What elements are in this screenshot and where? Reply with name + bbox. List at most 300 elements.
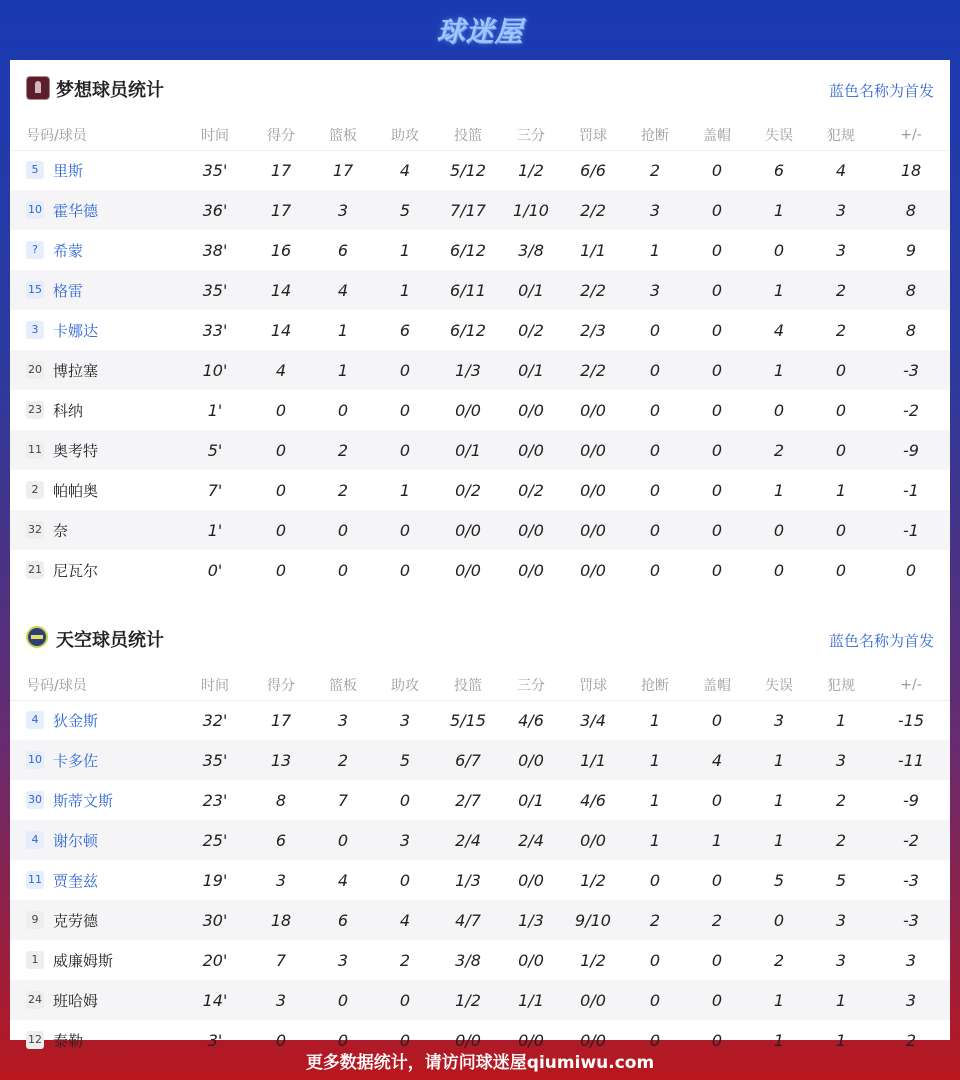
stat-cell: 20'	[202, 950, 228, 970]
stat-cell: 0	[399, 990, 411, 1010]
stat-cell: 1	[773, 750, 785, 770]
stat-cell: 38'	[202, 240, 228, 260]
stat-cell: 0/2	[455, 480, 481, 500]
stat-cell: 8	[905, 320, 917, 340]
stat-cell: 17	[270, 710, 292, 730]
table-header-row	[10, 120, 950, 150]
stat-cell: 3	[399, 830, 411, 850]
table-row	[10, 780, 950, 820]
stat-cell: 4	[835, 160, 847, 180]
stat-cell: -3	[903, 870, 919, 890]
stat-cell: 5	[399, 200, 411, 220]
stat-cell: 17	[332, 160, 354, 180]
player-name[interactable]: 贾奎兹	[53, 871, 99, 890]
stat-cell: 0	[711, 710, 723, 730]
stat-cell: 0	[399, 1030, 411, 1050]
jersey-number-badge: 21	[26, 561, 44, 579]
stat-cell: 1	[649, 710, 661, 730]
stat-cell: 0	[711, 320, 723, 340]
table-row	[10, 310, 950, 350]
stat-cell: 1	[337, 320, 349, 340]
stat-cell: 2	[905, 1030, 917, 1050]
stat-cell: 0	[711, 950, 723, 970]
player-cell	[10, 350, 180, 390]
jersey-number-badge: 2	[26, 481, 44, 499]
stat-cell: 0	[649, 560, 661, 580]
player-stats-table	[10, 120, 950, 590]
stat-cell: 6/11	[450, 280, 486, 300]
table-row	[10, 350, 950, 390]
stat-cell: 0	[711, 990, 723, 1010]
stat-cell: 1/2	[580, 870, 606, 890]
stat-cell: 25'	[202, 830, 228, 850]
stat-cell: 0	[773, 560, 785, 580]
stat-cell: 1	[399, 480, 411, 500]
stat-cell: 1/1	[580, 750, 606, 770]
stat-cell: 0/0	[518, 400, 544, 420]
column-header: 犯规	[810, 670, 872, 700]
column-header: 盖帽	[686, 120, 748, 150]
stat-cell: 0/1	[518, 280, 544, 300]
section-gap	[10, 590, 950, 610]
table-row	[10, 190, 950, 230]
stat-cell: 0	[711, 240, 723, 260]
column-header: 助攻	[374, 120, 436, 150]
stat-cell: 1/1	[580, 240, 606, 260]
jersey-number-badge: 32	[26, 521, 44, 539]
stat-cell: 8	[905, 280, 917, 300]
stat-cell: -11	[897, 750, 925, 770]
stat-cell: 0	[711, 520, 723, 540]
stat-cell: 2	[337, 440, 349, 460]
stat-cell: 0	[773, 910, 785, 930]
stat-cell: 2	[835, 790, 847, 810]
player-name[interactable]: 奈	[53, 521, 69, 540]
stat-cell: 2	[337, 750, 349, 770]
stat-cell: 1	[773, 790, 785, 810]
stat-cell: 0	[649, 320, 661, 340]
stat-cell: 0	[711, 790, 723, 810]
column-header: 抢断	[624, 670, 686, 700]
stat-cell: 0	[711, 360, 723, 380]
stat-cell: 0/0	[580, 480, 606, 500]
stat-cell: 0	[773, 400, 785, 420]
stat-cell: 2	[835, 320, 847, 340]
player-name[interactable]: 博拉塞	[53, 361, 99, 380]
table-row	[10, 390, 950, 430]
stat-cell: 19'	[202, 870, 228, 890]
column-header: 投篮	[436, 120, 500, 150]
stat-cell: 0	[275, 1030, 287, 1050]
stat-cell: 0	[773, 240, 785, 260]
stat-cell: 7/17	[450, 200, 486, 220]
stat-cell: 0	[337, 400, 349, 420]
stat-cell: 1/3	[455, 870, 481, 890]
stat-cell: 3	[649, 200, 661, 220]
stat-cell: 0	[711, 160, 723, 180]
stat-cell: 3/8	[455, 950, 481, 970]
column-header: 时间	[180, 670, 250, 700]
stat-cell: 1	[649, 750, 661, 770]
player-name[interactable]: 卡娜达	[53, 321, 99, 340]
column-header: 犯规	[810, 120, 872, 150]
stat-cell: 32'	[202, 710, 228, 730]
stat-cell: -1	[903, 520, 919, 540]
stat-cell: 4	[773, 320, 785, 340]
stat-cell: 2	[649, 910, 661, 930]
stat-cell: 0/0	[518, 560, 544, 580]
stat-cell: -2	[903, 830, 919, 850]
stat-cell: 33'	[202, 320, 228, 340]
stat-cell: 30'	[202, 910, 228, 930]
stat-cell: 0/0	[455, 400, 481, 420]
stat-cell: 5	[773, 870, 785, 890]
stat-cell: 4	[399, 160, 411, 180]
stat-cell: 2/2	[580, 200, 606, 220]
stat-cell: 3	[649, 280, 661, 300]
column-header: 盖帽	[686, 670, 748, 700]
jersey-number-badge: 15	[26, 281, 44, 299]
stat-cell: 0	[399, 870, 411, 890]
player-name[interactable]: 威廉姆斯	[53, 951, 114, 970]
stat-cell: 6/12	[450, 240, 486, 260]
jersey-number-badge: 10	[26, 201, 44, 219]
stat-cell: 3	[835, 200, 847, 220]
stat-cell: 1	[773, 480, 785, 500]
jersey-number-badge: 11	[26, 441, 44, 459]
player-name[interactable]: 希蒙	[53, 241, 84, 260]
jersey-number-badge: ?	[26, 241, 44, 259]
stat-cell: 6	[399, 320, 411, 340]
stat-cell: 7'	[207, 480, 223, 500]
stat-cell: 8	[275, 790, 287, 810]
column-header: 篮板	[312, 670, 374, 700]
stat-cell: 1	[835, 480, 847, 500]
stat-cell: 3	[835, 950, 847, 970]
player-cell	[10, 900, 180, 940]
stat-cell: 2	[649, 160, 661, 180]
stat-cell: 0	[711, 440, 723, 460]
player-name[interactable]: 霍华德	[53, 201, 99, 220]
column-header: 抢断	[624, 120, 686, 150]
team-section	[10, 610, 950, 1060]
stat-cell: 3	[905, 950, 917, 970]
player-cell	[10, 230, 180, 270]
stat-cell: 0	[835, 520, 847, 540]
stat-cell: 4/6	[580, 790, 606, 810]
stat-cell: 0	[399, 360, 411, 380]
stat-cell: 3	[835, 750, 847, 770]
player-cell	[10, 940, 180, 980]
team-section	[10, 60, 950, 590]
stat-cell: 7	[275, 950, 287, 970]
stat-cell: 0	[835, 360, 847, 380]
player-cell	[10, 270, 180, 310]
stat-cell: 1/1	[518, 990, 544, 1010]
stat-cell: 0	[773, 520, 785, 540]
stat-cell: -15	[897, 710, 925, 730]
jersey-number-badge: 4	[26, 831, 44, 849]
stat-cell: 4	[337, 280, 349, 300]
stat-cell: 23'	[202, 790, 228, 810]
stat-cell: 6	[337, 910, 349, 930]
stat-cell: 3	[337, 710, 349, 730]
player-name[interactable]: 谢尔顿	[53, 831, 99, 850]
stat-cell: 2/2	[580, 360, 606, 380]
stat-cell: 3	[275, 870, 287, 890]
stat-cell: 0	[275, 440, 287, 460]
stat-cell: 1	[399, 240, 411, 260]
player-cell	[10, 820, 180, 860]
column-header: 三分	[500, 670, 562, 700]
stat-cell: 0	[399, 560, 411, 580]
player-cell	[10, 510, 180, 550]
player-cell	[10, 980, 180, 1020]
column-header: 罚球	[562, 120, 624, 150]
stat-cell: 1	[773, 990, 785, 1010]
table-row	[10, 700, 950, 740]
player-cell	[10, 860, 180, 900]
stat-cell: -3	[903, 910, 919, 930]
stat-cell: 2	[835, 830, 847, 850]
player-name[interactable]: 班哈姆	[53, 991, 99, 1010]
stat-cell: 0/2	[518, 320, 544, 340]
column-header: 得分	[250, 120, 312, 150]
dream-team-icon	[26, 76, 50, 100]
stat-cell: 1	[649, 830, 661, 850]
stat-cell: 3/8	[518, 240, 544, 260]
column-header: 时间	[180, 120, 250, 150]
stat-cell: 17	[270, 200, 292, 220]
table-row	[10, 430, 950, 470]
stat-cell: 0	[711, 200, 723, 220]
player-name[interactable]: 斯蒂文斯	[53, 791, 114, 810]
stat-cell: 9	[905, 240, 917, 260]
table-row	[10, 510, 950, 550]
stat-cell: 4	[275, 360, 287, 380]
player-name[interactable]: 奥考特	[53, 441, 99, 460]
column-header: 失误	[748, 120, 810, 150]
stat-cell: 0	[399, 440, 411, 460]
column-header: 失误	[748, 670, 810, 700]
stat-cell: 1	[835, 710, 847, 730]
stat-cell: 0	[711, 1030, 723, 1050]
stat-cell: 0/0	[518, 750, 544, 770]
stat-cell: 1	[773, 200, 785, 220]
column-header: 助攻	[374, 670, 436, 700]
table-row	[10, 900, 950, 940]
stat-cell: 18	[900, 160, 922, 180]
stat-cell: 3	[773, 710, 785, 730]
jersey-number-badge: 30	[26, 791, 44, 809]
column-header: 得分	[250, 670, 312, 700]
player-cell	[10, 780, 180, 820]
stat-cell: 0/1	[518, 790, 544, 810]
player-name[interactable]: 科纳	[53, 401, 84, 420]
stat-cell: 0	[337, 830, 349, 850]
player-name[interactable]: 里斯	[53, 161, 84, 180]
stat-cell: 2	[773, 440, 785, 460]
stat-cell: 1/3	[518, 910, 544, 930]
section-title-bar	[10, 610, 950, 670]
column-header: +/-	[872, 670, 950, 700]
stat-cell: 1	[399, 280, 411, 300]
stat-cell: 0	[337, 560, 349, 580]
stat-cell: 1/10	[513, 200, 549, 220]
stat-cell: 1	[711, 830, 723, 850]
stat-cell: 2	[773, 950, 785, 970]
stat-cell: 0	[649, 400, 661, 420]
column-header: 篮板	[312, 120, 374, 150]
stat-cell: 17	[270, 160, 292, 180]
stat-cell: 2/4	[455, 830, 481, 850]
table-row	[10, 820, 950, 860]
stat-cell: 0	[337, 990, 349, 1010]
stat-cell: 0/0	[580, 440, 606, 460]
stat-cell: 0'	[207, 560, 223, 580]
stat-cell: 3	[905, 990, 917, 1010]
sky-team-icon	[26, 626, 48, 648]
jersey-number-badge: 4	[26, 711, 44, 729]
stat-cell: 0/0	[580, 520, 606, 540]
player-name[interactable]: 狄金斯	[53, 711, 99, 730]
stat-cell: 6/6	[580, 160, 606, 180]
stat-cell: 0	[649, 360, 661, 380]
stat-cell: 3	[835, 910, 847, 930]
table-row	[10, 740, 950, 780]
stat-cell: 0	[711, 280, 723, 300]
stat-cell: 2	[835, 280, 847, 300]
stat-cell: -3	[903, 360, 919, 380]
stat-cell: 0/1	[518, 360, 544, 380]
stat-cell: 0	[711, 480, 723, 500]
stat-cell: 0/0	[455, 1030, 481, 1050]
stat-cell: 10'	[202, 360, 228, 380]
stat-cell: 3	[835, 240, 847, 260]
stat-cell: 1	[773, 1030, 785, 1050]
jersey-number-badge: 10	[26, 751, 44, 769]
stat-cell: 4/7	[455, 910, 481, 930]
column-header: 三分	[500, 120, 562, 150]
player-cell	[10, 550, 180, 590]
player-name[interactable]: 帕帕奥	[53, 481, 99, 500]
table-row	[10, 230, 950, 270]
stat-cell: 0	[337, 520, 349, 540]
player-name[interactable]: 尼瓦尔	[53, 561, 99, 580]
section-title: 天空球员统计	[56, 630, 164, 651]
stat-cell: 1	[649, 240, 661, 260]
stat-cell: 0/1	[455, 440, 481, 460]
stat-cell: 3	[337, 950, 349, 970]
stat-cell: 1/2	[518, 160, 544, 180]
stat-cell: 1'	[207, 400, 223, 420]
stat-cell: 0	[711, 870, 723, 890]
stat-cell: 0/0	[580, 1030, 606, 1050]
stat-cell: 1	[649, 790, 661, 810]
table-row	[10, 270, 950, 310]
stat-cell: 0	[275, 520, 287, 540]
stat-cell: 0/0	[580, 990, 606, 1010]
stat-cell: 35'	[202, 750, 228, 770]
stat-cell: 1/3	[455, 360, 481, 380]
stat-cell: 0/0	[455, 560, 481, 580]
stat-cell: 3	[399, 710, 411, 730]
stat-cell: 7	[337, 790, 349, 810]
player-name[interactable]: 卡多佐	[53, 751, 99, 770]
jersey-number-badge: 11	[26, 871, 44, 889]
stat-cell: 0	[649, 480, 661, 500]
player-cell	[10, 190, 180, 230]
stat-cell: 14'	[202, 990, 228, 1010]
stat-cell: 0	[711, 560, 723, 580]
stat-cell: 1	[773, 280, 785, 300]
site-logo[interactable]: 球迷屋	[436, 15, 524, 48]
stat-cell: 0	[399, 400, 411, 420]
player-cell	[10, 150, 180, 190]
section-title: 梦想球员统计	[56, 80, 164, 101]
stat-cell: 5'	[207, 440, 223, 460]
stat-cell: 1	[773, 360, 785, 380]
stat-cell: 6/12	[450, 320, 486, 340]
stat-cell: 5	[399, 750, 411, 770]
table-row	[10, 860, 950, 900]
stat-cell: 2/4	[518, 830, 544, 850]
stat-cell: 0/0	[518, 1030, 544, 1050]
stat-cell: 0	[275, 560, 287, 580]
stat-cell: 36'	[202, 200, 228, 220]
stat-cell: 0	[711, 400, 723, 420]
player-name[interactable]: 格雷	[53, 281, 84, 300]
jersey-number-badge: 9	[26, 911, 44, 929]
stat-cell: 2/2	[580, 280, 606, 300]
stat-cell: 0	[649, 1030, 661, 1050]
column-header: 投篮	[436, 670, 500, 700]
player-name[interactable]: 泰勒	[53, 1031, 84, 1050]
stat-cell: 0	[835, 400, 847, 420]
starter-legend: 蓝色名称为首发	[828, 82, 934, 100]
stat-cell: 18	[270, 910, 292, 930]
jersey-number-badge: 5	[26, 161, 44, 179]
team-sections	[10, 60, 950, 1060]
stat-cell: -9	[903, 440, 919, 460]
stat-cell: 0/0	[580, 400, 606, 420]
stat-cell: -2	[903, 400, 919, 420]
stat-cell: 5/15	[450, 710, 486, 730]
stat-cell: 3/4	[580, 710, 606, 730]
site-footer[interactable]: 更多数据统计，请访问球迷屋qiumiwu.com	[305, 1052, 655, 1073]
stat-cell: 0	[835, 560, 847, 580]
stats-card	[10, 60, 950, 1050]
column-header: 罚球	[562, 670, 624, 700]
stat-cell: 6	[337, 240, 349, 260]
column-header: 号码/球员	[10, 120, 180, 150]
player-cell	[10, 390, 180, 430]
stat-cell: 1/2	[580, 950, 606, 970]
player-cell	[10, 740, 180, 780]
stat-cell: 0/0	[580, 830, 606, 850]
stat-cell: 9/10	[575, 910, 611, 930]
player-name[interactable]: 克劳德	[53, 911, 99, 930]
stat-cell: 5/12	[450, 160, 486, 180]
jersey-number-badge: 3	[26, 321, 44, 339]
stat-cell: 1	[835, 990, 847, 1010]
stat-cell: 4	[399, 910, 411, 930]
section-title-bar	[10, 60, 950, 120]
player-cell	[10, 700, 180, 740]
stat-cell: -9	[903, 790, 919, 810]
player-cell	[10, 310, 180, 350]
stat-cell: 0/0	[518, 950, 544, 970]
